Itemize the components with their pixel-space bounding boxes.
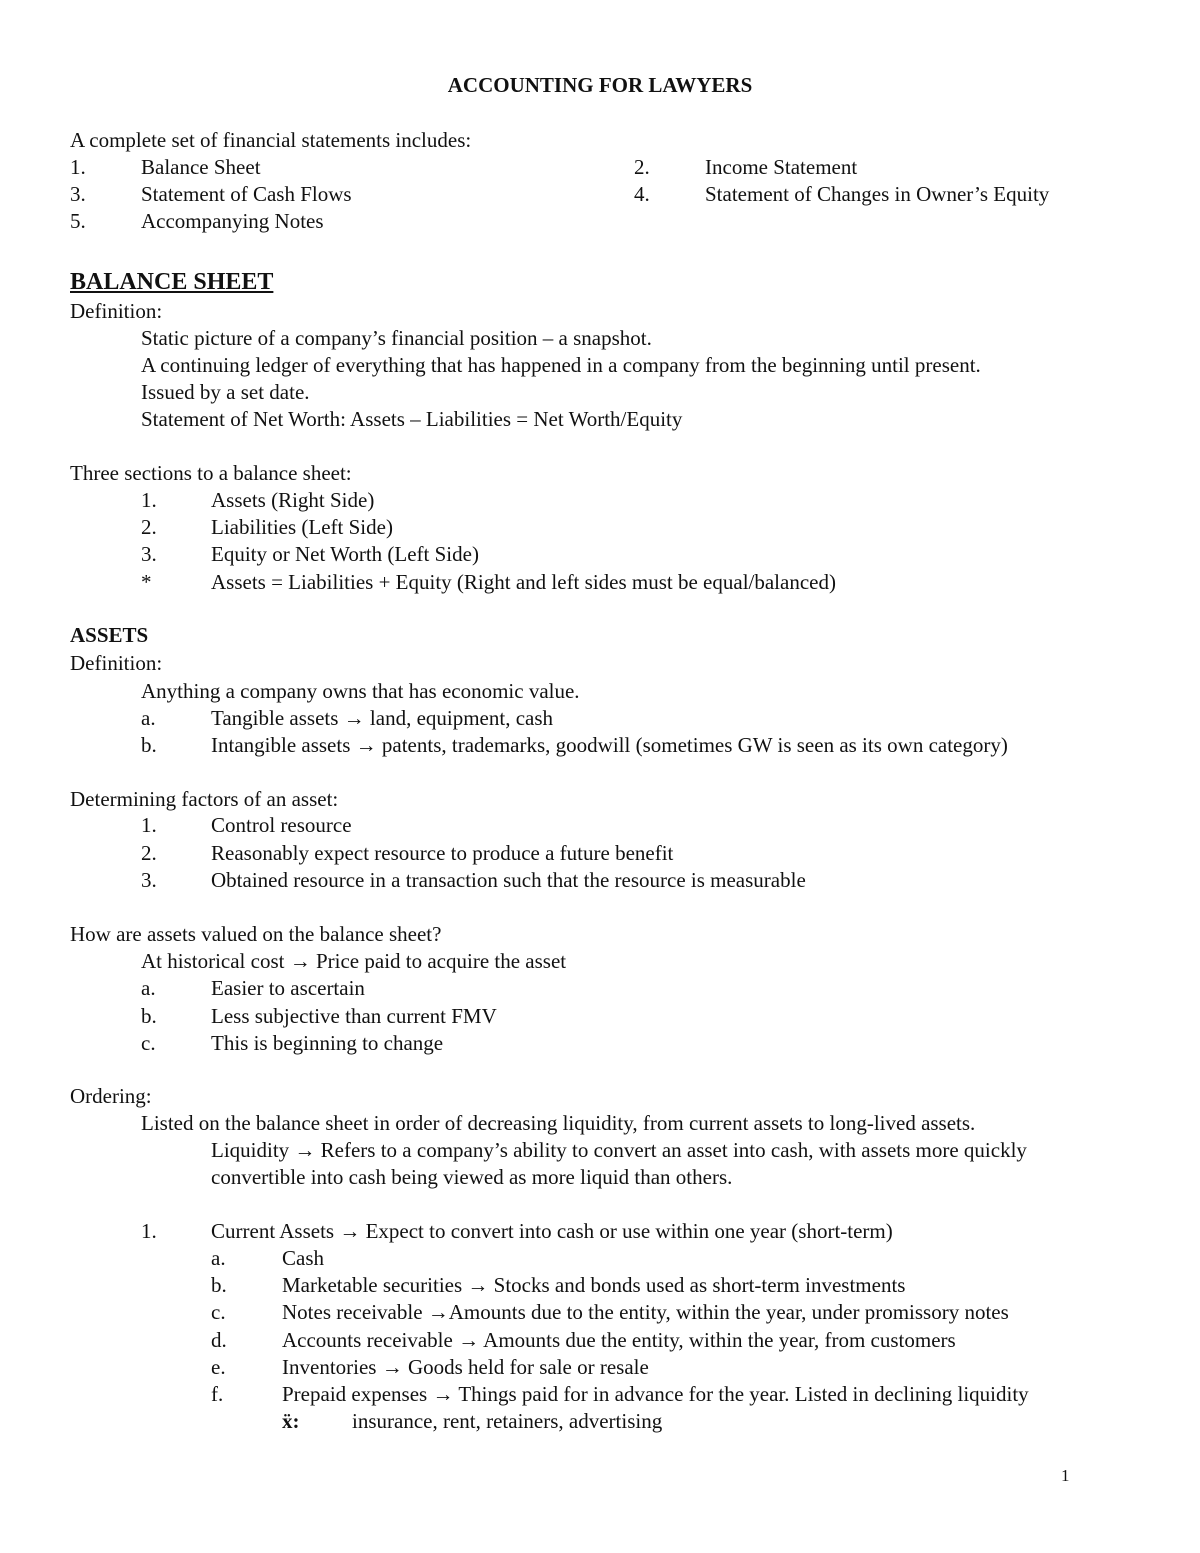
section-num: 1.	[141, 488, 157, 512]
definition-line: Anything a company owns that has economic value.	[141, 679, 580, 703]
list-num: b.	[141, 733, 157, 757]
page-number: 1	[1061, 1466, 1070, 1485]
document-title: ACCOUNTING FOR LAWYERS	[447, 73, 753, 97]
statement-num: 5.	[70, 209, 86, 233]
section-num: 3.	[141, 542, 157, 566]
statement-label: Accompanying Notes	[141, 209, 324, 233]
definition-line: Statement of Net Worth: Assets – Liabilities = Net Worth/Equity	[141, 407, 683, 431]
ordering-line: Listed on the balance sheet in order of decreasing liquidity, from current assets to long-lived assets.	[141, 1111, 976, 1135]
list-num: c.	[141, 1031, 156, 1055]
list-text: Cash	[282, 1246, 324, 1270]
list-text: Less subjective than current FMV	[211, 1004, 497, 1028]
list-text: Obtained resource in a transaction such that the resource is measurable	[211, 868, 806, 892]
list-num: c.	[211, 1300, 226, 1324]
list-num: d.	[211, 1328, 227, 1352]
valued-line: At historical cost → Price paid to acquire the asset	[141, 949, 567, 973]
valued-label: How are assets valued on the balance sheet?	[70, 922, 442, 946]
example-marker: ẍ:	[282, 1409, 300, 1433]
statement-label: Balance Sheet	[141, 155, 261, 179]
list-text: Easier to ascertain	[211, 976, 365, 1000]
list-num: e.	[211, 1355, 226, 1379]
liquidity-line: convertible into cash being viewed as more liquid than others.	[211, 1165, 733, 1189]
intro-text: A complete set of financial statements includes:	[70, 128, 472, 152]
statement-num: 4.	[634, 182, 650, 206]
list-text: Tangible assets → land, equipment, cash	[211, 706, 554, 730]
list-text: Intangible assets → patents, trademarks, goodwill (sometimes GW is seen as its own category)	[211, 733, 1008, 757]
list-text: Reasonably expect resource to produce a future benefit	[211, 841, 674, 865]
liquidity-line: Liquidity → Refers to a company’s ability to convert an asset into cash, with assets more quickly	[211, 1138, 1027, 1162]
assets-heading: ASSETS	[70, 623, 149, 647]
section-text: Liabilities (Left Side)	[211, 515, 393, 539]
section-num: 2.	[141, 515, 157, 539]
list-num: a.	[141, 706, 156, 730]
section-text: Assets = Liabilities + Equity (Right and left sides must be equal/balanced)	[211, 570, 836, 594]
list-num: b.	[141, 1004, 157, 1028]
section-num: *	[141, 570, 152, 594]
list-text: Inventories → Goods held for sale or resale	[282, 1355, 649, 1379]
list-num: 3.	[141, 868, 157, 892]
list-text: Accounts receivable → Amounts due the entity, within the year, from customers	[282, 1328, 956, 1352]
list-text: Prepaid expenses → Things paid for in advance for the year. Listed in declining liquidity	[282, 1382, 1029, 1406]
list-num: 1.	[141, 1219, 157, 1243]
section-text: Assets (Right Side)	[211, 488, 375, 512]
current-assets-line: Current Assets → Expect to convert into cash or use within one year (short-term)	[211, 1219, 893, 1243]
list-num: a.	[211, 1246, 226, 1270]
factors-label: Determining factors of an asset:	[70, 787, 339, 811]
list-text: Control resource	[211, 813, 352, 837]
definition-label: Definition:	[70, 299, 163, 323]
definition-line: Issued by a set date.	[141, 380, 310, 404]
statement-label: Income Statement	[705, 155, 858, 179]
list-num: 1.	[141, 813, 157, 837]
list-num: 2.	[141, 841, 157, 865]
example-text: insurance, rent, retainers, advertising	[352, 1409, 663, 1433]
statement-num: 2.	[634, 155, 650, 179]
list-text: Notes receivable →Amounts due to the entity, within the year, under promissory notes	[282, 1300, 1009, 1324]
ordering-label: Ordering:	[70, 1084, 152, 1108]
list-num: f.	[211, 1382, 224, 1406]
section-text: Equity or Net Worth (Left Side)	[211, 542, 479, 566]
sections-label: Three sections to a balance sheet:	[70, 461, 352, 485]
list-text: Marketable securities → Stocks and bonds used as short-term investments	[282, 1273, 906, 1297]
list-num: b.	[211, 1273, 227, 1297]
list-text: This is beginning to change	[211, 1031, 444, 1055]
statement-label: Statement of Cash Flows	[141, 182, 352, 206]
definition-line: Static picture of a company’s financial position – a snapshot.	[141, 326, 652, 350]
balance-sheet-heading: BALANCE SHEET	[70, 269, 274, 295]
statement-num: 3.	[70, 182, 86, 206]
definition-label: Definition:	[70, 651, 163, 675]
definition-line: A continuing ledger of everything that has happened in a company from the beginning until present.	[141, 353, 981, 377]
statement-label: Statement of Changes in Owner’s Equity	[705, 182, 1050, 206]
statement-num: 1.	[70, 155, 86, 179]
list-num: a.	[141, 976, 156, 1000]
